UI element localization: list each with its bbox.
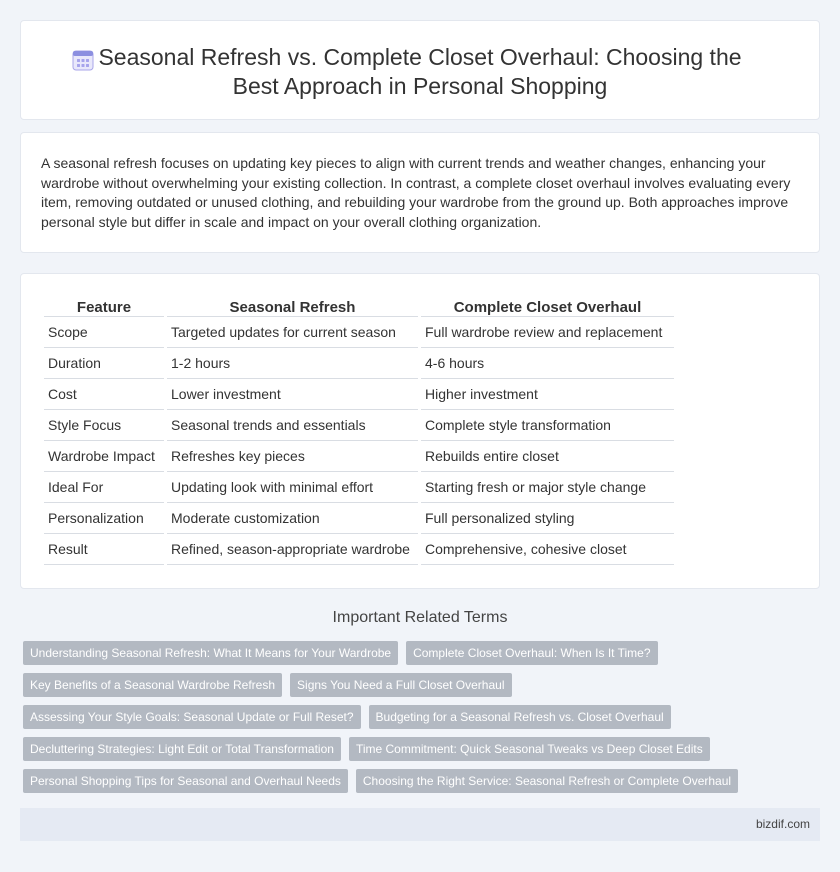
intro-paragraph: A seasonal refresh focuses on updating key pieces to align with current trends and weather changes, enhancing your wardrobe without overwhelming your existing collection. In contrast, a complete closet overhaul involves evaluating every item, removing outdated or unused clothing, and rebuilding your wardrobe from the ground up. Both approaches improve personal style but differ in scale and impact on your overall clothing organization. [41, 155, 791, 230]
table-row [44, 379, 674, 410]
table-row [44, 534, 674, 565]
comparison-table [41, 295, 677, 565]
table-row [44, 503, 674, 534]
related-terms-list [23, 641, 783, 801]
related-term-tag[interactable]: Understanding Seasonal Refresh: What It Means for Your Wardrobe [23, 641, 398, 665]
table-cell: Full wardrobe review and replacement [421, 317, 674, 348]
table-cell: 1-2 hours [167, 348, 418, 379]
comparison-card [20, 273, 820, 589]
related-term-tag[interactable]: Personal Shopping Tips for Seasonal and Overhaul Needs [23, 769, 348, 793]
footer-site-link[interactable]: bizdif.com [755, 817, 810, 831]
related-term-tag[interactable]: Signs You Need a Full Closet Overhaul [290, 673, 511, 697]
table-cell: Lower investment [167, 379, 418, 410]
related-term-tag[interactable]: Assessing Your Style Goals: Seasonal Update or Full Reset? [23, 705, 361, 729]
table-cell: Targeted updates for current season [167, 317, 418, 348]
related-terms-heading: Important Related Terms [332, 609, 508, 626]
related-term-tag[interactable]: Decluttering Strategies: Light Edit or Total Transformation [23, 737, 341, 761]
table-cell: Scope [44, 317, 164, 348]
column-header-feature: Feature [44, 295, 164, 317]
table-row [44, 472, 674, 503]
table-cell: Complete style transformation [421, 410, 674, 441]
page-title-line1: Seasonal Refresh vs. Complete Closet Overhaul: Choosing the [98, 44, 742, 70]
table-cell: Ideal For [44, 472, 164, 503]
page-title-line2: Best Approach in Personal Shopping [232, 73, 608, 99]
related-term-tag[interactable]: Time Commitment: Quick Seasonal Tweaks vs Deep Closet Edits [349, 737, 710, 761]
table-cell: Personalization [44, 503, 164, 534]
table-cell: Higher investment [421, 379, 674, 410]
table-row [44, 317, 674, 348]
related-term-tag[interactable]: Budgeting for a Seasonal Refresh vs. Closet Overhaul [369, 705, 671, 729]
table-header-row [44, 295, 674, 317]
table-row [44, 441, 674, 472]
related-term-tag[interactable]: Choosing the Right Service: Seasonal Refresh or Complete Overhaul [356, 769, 738, 793]
footer [20, 808, 820, 841]
table-cell: Starting fresh or major style change [421, 472, 674, 503]
table-cell: Updating look with minimal effort [167, 472, 418, 503]
related-term-tag[interactable]: Key Benefits of a Seasonal Wardrobe Refresh [23, 673, 282, 697]
table-cell: Duration [44, 348, 164, 379]
table-cell: Style Focus [44, 410, 164, 441]
table-cell: Result [44, 534, 164, 565]
table-cell: Refined, season-appropriate wardrobe [167, 534, 418, 565]
table-cell: 4-6 hours [421, 348, 674, 379]
table-cell: Seasonal trends and essentials [167, 410, 418, 441]
table-cell: Cost [44, 379, 164, 410]
column-header-seasonal-refresh: Seasonal Refresh [167, 295, 418, 317]
related-term-tag[interactable]: Complete Closet Overhaul: When Is It Time? [406, 641, 657, 665]
table-cell: Comprehensive, cohesive closet [421, 534, 674, 565]
table-cell: Rebuilds entire closet [421, 441, 674, 472]
table-cell: Full personalized styling [421, 503, 674, 534]
title-card [20, 20, 820, 120]
table-row [44, 348, 674, 379]
table-cell: Wardrobe Impact [44, 441, 164, 472]
table-cell: Refreshes key pieces [167, 441, 418, 472]
page-title [21, 43, 819, 101]
table-row [44, 410, 674, 441]
table-cell: Moderate customization [167, 503, 418, 534]
column-header-complete-overhaul: Complete Closet Overhaul [421, 295, 674, 317]
intro-card [20, 132, 820, 253]
